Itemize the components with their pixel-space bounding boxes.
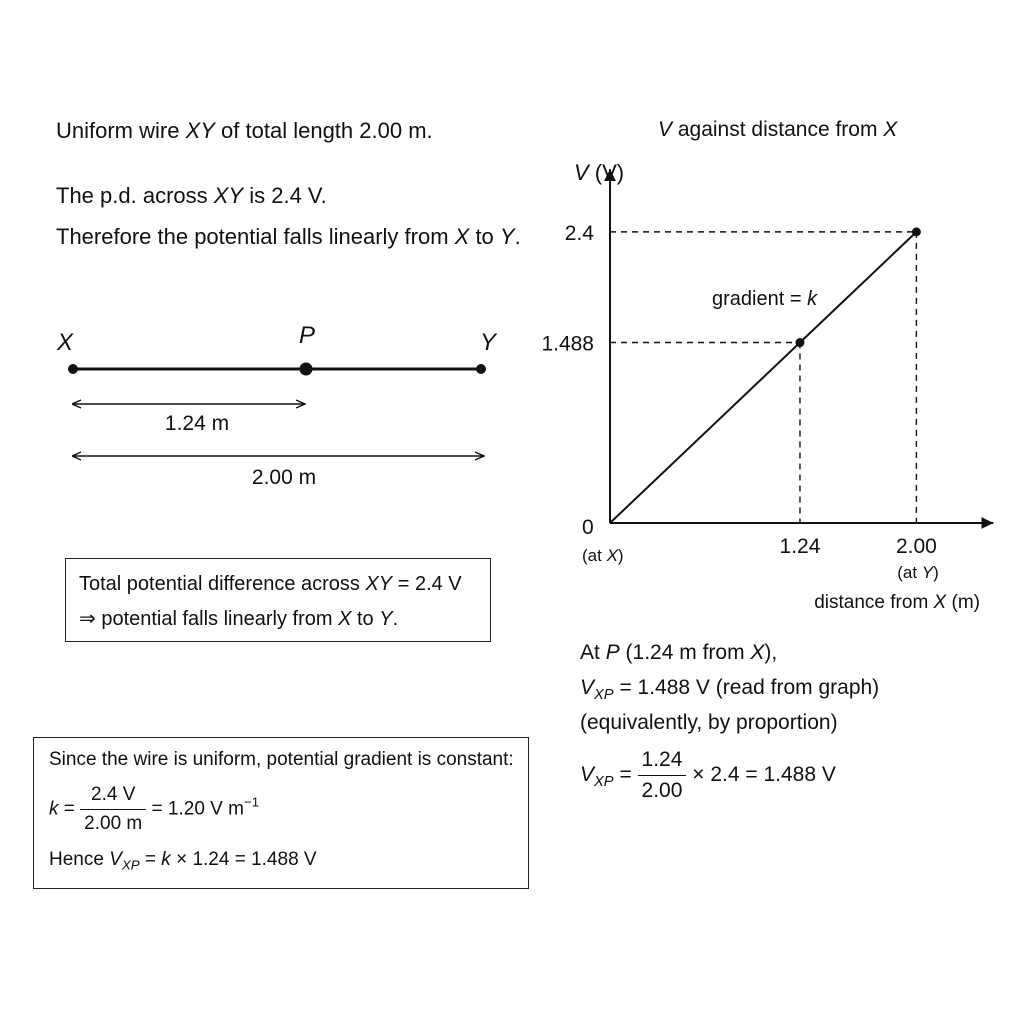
origin-label: 0 — [582, 516, 594, 539]
result-line-3: (equivalently, by proportion) — [580, 711, 838, 734]
proportion-fraction: $\frac{1.24}{2.00}$ — [638, 748, 687, 803]
implies-arrow-icon: ⇒ — [79, 608, 96, 630]
data-line — [610, 232, 916, 523]
dimension-label-xy: 2.00 m — [251, 466, 317, 489]
intro-line-3: Therefore the potential falls linearly from X to Y. — [56, 224, 521, 249]
data-point-2 — [912, 227, 921, 236]
y-tick-label-1: 2.4 — [564, 221, 594, 245]
graph-title: V against distance from X — [658, 118, 898, 141]
hence-equation: Hence $V_{XP} = k \times 1.24 = 1.488$ V — [49, 849, 317, 873]
intro-line-2: The p.d. across XY is 2.4 V. — [56, 183, 327, 208]
wire-label-p: P — [299, 322, 316, 349]
proportion-equation: $V_{XP}$ = $\frac{1.24}{2.00}$ × 2.4 = 1.488 V — [580, 748, 836, 802]
box2-line-1: Since the wire is uniform, potential gradient is constant: — [49, 749, 514, 770]
wire-label-y: Y — [480, 329, 497, 356]
result-line-1: At P (1.24 m from X), — [580, 641, 778, 664]
data-point-1 — [795, 338, 804, 347]
x-tick-label-2: 2.00 — [895, 535, 937, 558]
intro-line-1: Uniform wire XY of total length 2.00 m. — [56, 118, 433, 143]
wire-label-x: X — [57, 329, 74, 356]
gradient-fraction: $\frac{2.4 V}{2.00 m}$ — [80, 784, 146, 835]
x-tick-label-1: 1.24 — [779, 535, 821, 558]
x-axis-label: distance from X (m) — [814, 592, 980, 613]
origin-note: (at X) — [582, 546, 624, 565]
y-axis-label: V (V) — [574, 160, 625, 185]
box1-line-2: ⇒ potential falls linearly from X to Y. — [79, 608, 399, 630]
y-tick-label-2: 1.488 — [541, 332, 594, 356]
dimension-label-xp: 1.24 m — [164, 412, 230, 435]
result-line-2: $V_{XP} = 1.488$ V (read from graph) — [580, 676, 880, 704]
gradient-equation: k = $\frac{2.4 V}{2.00 m}$ = 1.20 V $m^{-1}$ — [49, 784, 260, 834]
end-note: (at Y) — [897, 563, 939, 582]
gradient-label: gradient = k — [712, 288, 818, 310]
box1-line-1: Total potential difference across XY = 2.4 V — [79, 573, 462, 595]
